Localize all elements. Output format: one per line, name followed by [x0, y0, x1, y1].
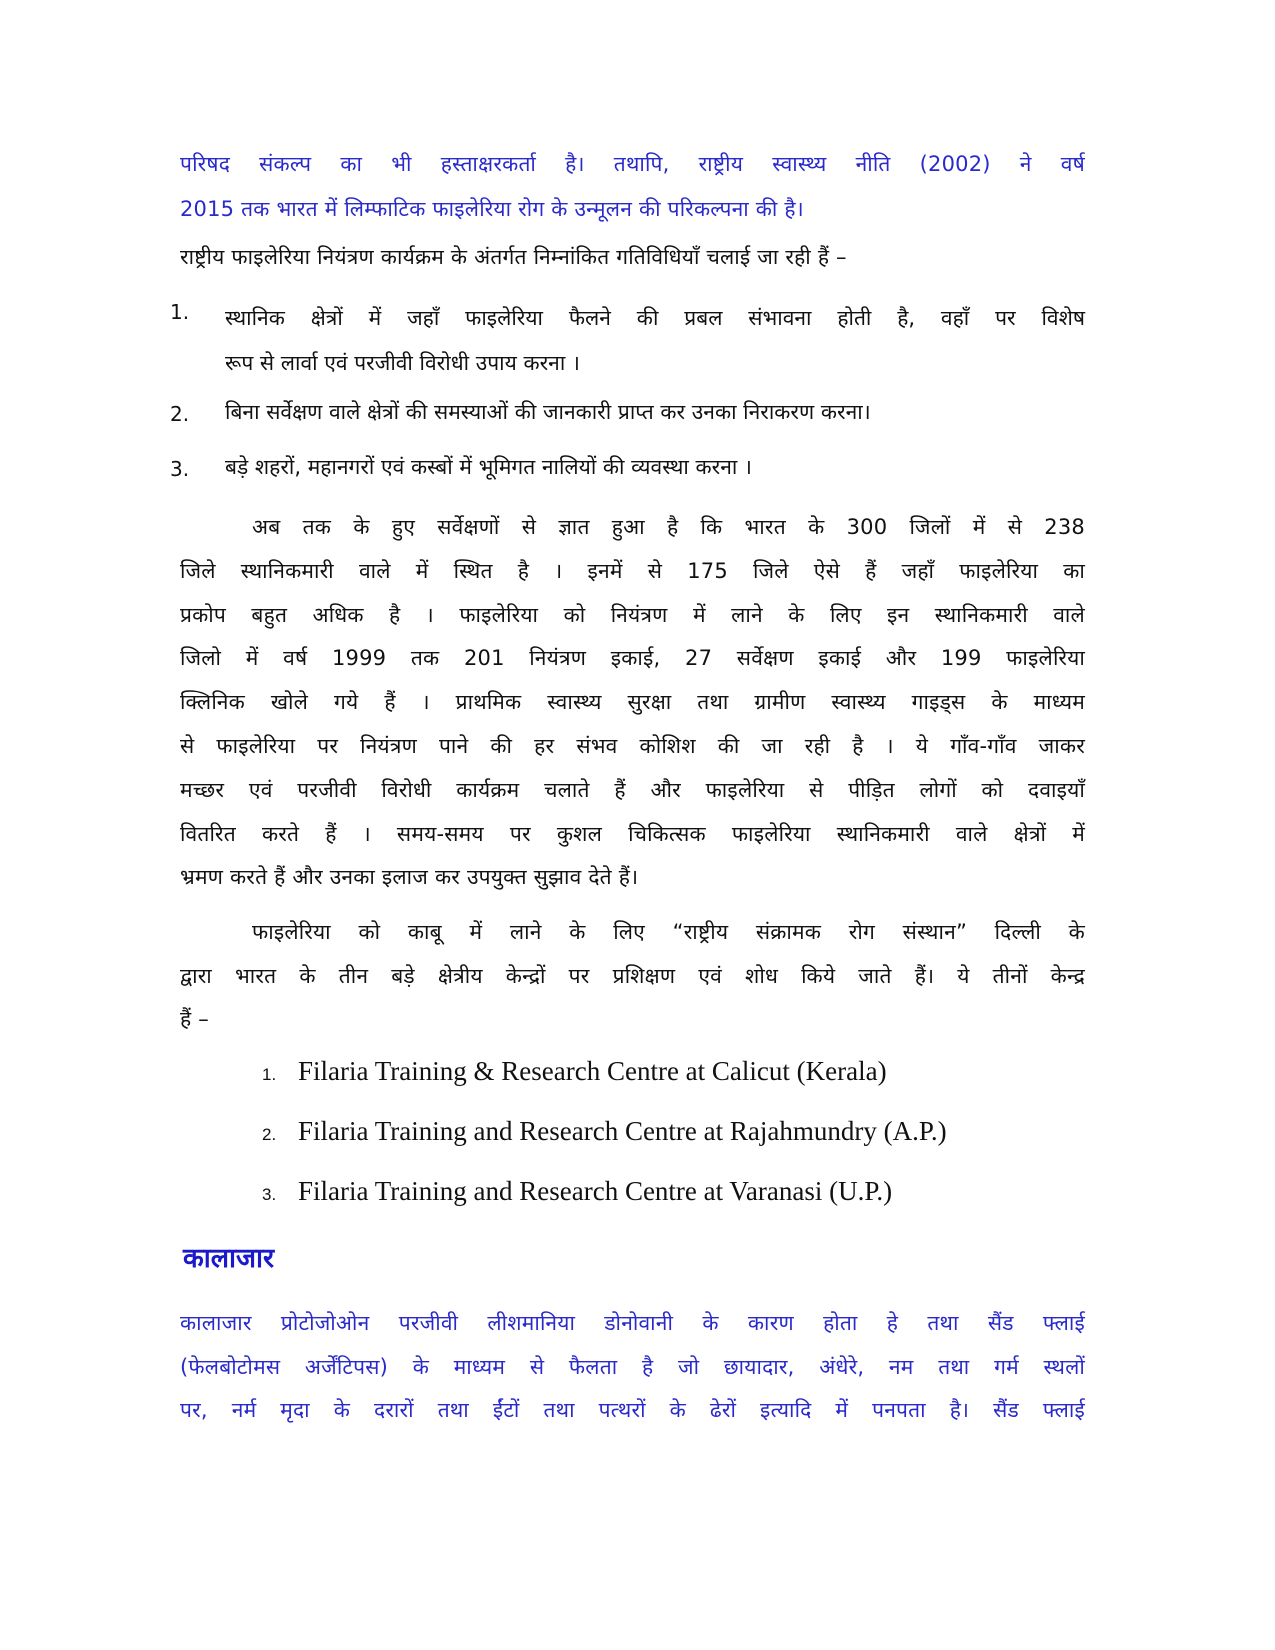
- survey-line-8: वितरित करते हैं । समय-समय पर कुशल चिकित्सक फाइलेरिया स्थानिकमारी वाले क्षेत्रों में: [180, 821, 1085, 846]
- activity-number-3: 3.: [170, 457, 190, 481]
- survey-line-1: अब तक के हुए सर्वेक्षणों से ज्ञात हुआ है कि भारत के 300 जिलों में से 238: [252, 515, 1085, 539]
- activity-1-line-1: स्थानिक क्षेत्रों में जहाँ फाइलेरिया फैलने की प्रबल संभावना होती है, वहाँ पर विशेष: [225, 306, 1085, 330]
- activity-item-3: [225, 452, 1085, 482]
- centre-text-1: Filaria Training & Research Centre at Calicut (Kerala): [298, 1056, 887, 1086]
- centre-number-2: 2.: [262, 1125, 277, 1144]
- institute-line-2: द्वारा भारत के तीन बड़े क्षेत्रीय केन्द्रों पर प्रशिक्षण एवं शोध किये जाते हैं। ये तीनों केन्द्र: [180, 963, 1085, 988]
- survey-line-7: मच्छर एवं परजीवी विरोधी कार्यक्रम चलाते हैं और फाइलेरिया से पीड़ित लोगों को दवाइयाँ: [180, 777, 1085, 802]
- activity-1-line-2: रूप से लार्वा एवं परजीवी विरोधी उपाय करना ।: [225, 351, 580, 375]
- kalazar-line-1: कालाजार प्रोटोजोओन परजीवी लीशमानिया डोनोवानी के कारण होता हे तथा सैंड फ्लाई: [180, 1311, 1085, 1335]
- intro-line-2: 2015 तक भारत में लिम्फाटिक फाइलेरिया रोग के उन्मूलन की परिकल्पना की है।: [180, 197, 804, 221]
- kalazar-line-2: (फेलबोटोमस अर्जेंटिपस) के माध्यम से फैलता है जो छायादार, अंधेरे, नम तथा गर्म स्थलों: [180, 1354, 1085, 1379]
- centre-number-1: 1.: [262, 1065, 277, 1084]
- activity-3-line-1: बड़े शहरों, महानगरों एवं कस्बों में भूमिगत नालियों की व्यवस्था करना ।: [225, 455, 752, 479]
- survey-line-3: प्रकोप बहुत अधिक है । फाइलेरिया को नियंत्रण में लाने के लिए इन स्थानिकमारी वाले: [180, 602, 1085, 627]
- program-intro-text: राष्ट्रीय फाइलेरिया नियंत्रण कार्यक्रम के अंतर्गत निम्नांकित गतिविधियाँ चलाई जा रही हैं –: [180, 245, 847, 269]
- centre-text-3: Filaria Training and Research Centre at Varanasi (U.P.): [298, 1176, 893, 1206]
- centre-number-3: 3.: [262, 1185, 277, 1204]
- survey-line-2: जिले स्थानिकमारी वाले में स्थित है । इनमें से 175 जिले ऐसे हैं जहाँ फाइलेरिया का: [180, 558, 1085, 583]
- institute-paragraph: [180, 911, 1085, 1042]
- survey-paragraph: [180, 506, 1085, 900]
- activity-number-1: 1.: [170, 300, 190, 324]
- intro-line-1: परिषद संकल्प का भी हस्ताक्षरकर्ता है। तथापि, राष्ट्रीय स्वास्थ्य नीति (2002) ने वर्ष: [180, 152, 1085, 176]
- section-heading-kalazar: कालाजार: [183, 1243, 275, 1274]
- centre-text-2: Filaria Training and Research Centre at Rajahmundry (A.P.): [298, 1116, 947, 1146]
- kalazar-line-3: पर, नर्म मृदा के दरारों तथा ईंटों तथा पत्थरों के ढेरों इत्यादि में पनपता है। सैंड फ्लाई: [180, 1398, 1085, 1422]
- activity-number-2: 2.: [170, 402, 190, 426]
- intro-paragraph: [180, 142, 1085, 232]
- centre-item-2: [262, 1116, 947, 1147]
- kalazar-paragraph: [180, 1302, 1085, 1433]
- program-intro: [180, 242, 1085, 272]
- activity-2-line-1: बिना सर्वेक्षण वाले क्षेत्रों की समस्याओं की जानकारी प्राप्त कर उनका निराकरण करना।: [225, 400, 871, 424]
- institute-line-1: फाइलेरिया को काबू में लाने के लिए “राष्ट्रीय संक्रामक रोग संस्थान” दिल्ली के: [252, 920, 1085, 944]
- centre-item-3: [262, 1176, 892, 1207]
- survey-line-4: जिलो में वर्ष 1999 तक 201 नियंत्रण इकाई, 27 सर्वेक्षण इकाई और 199 फाइलेरिया: [180, 646, 1085, 671]
- centre-item-1: [262, 1056, 887, 1087]
- survey-line-9: भ्रमण करते हैं और उनका इलाज कर उपयुक्त सुझाव देते हैं।: [180, 865, 639, 890]
- activity-item-1: [225, 296, 1085, 386]
- survey-line-5: क्लिनिक खोले गये हैं । प्राथमिक स्वास्थ्य सुरक्षा तथा ग्रामीण स्वास्थ्य गाइड्स के माध्यम: [180, 690, 1085, 715]
- institute-line-3: हैं –: [180, 1007, 209, 1031]
- survey-line-6: से फाइलेरिया पर नियंत्रण पाने की हर संभव कोशिश की जा रही है । ये गाँव-गाँव जाकर: [180, 733, 1085, 758]
- activity-item-2: [225, 397, 1085, 427]
